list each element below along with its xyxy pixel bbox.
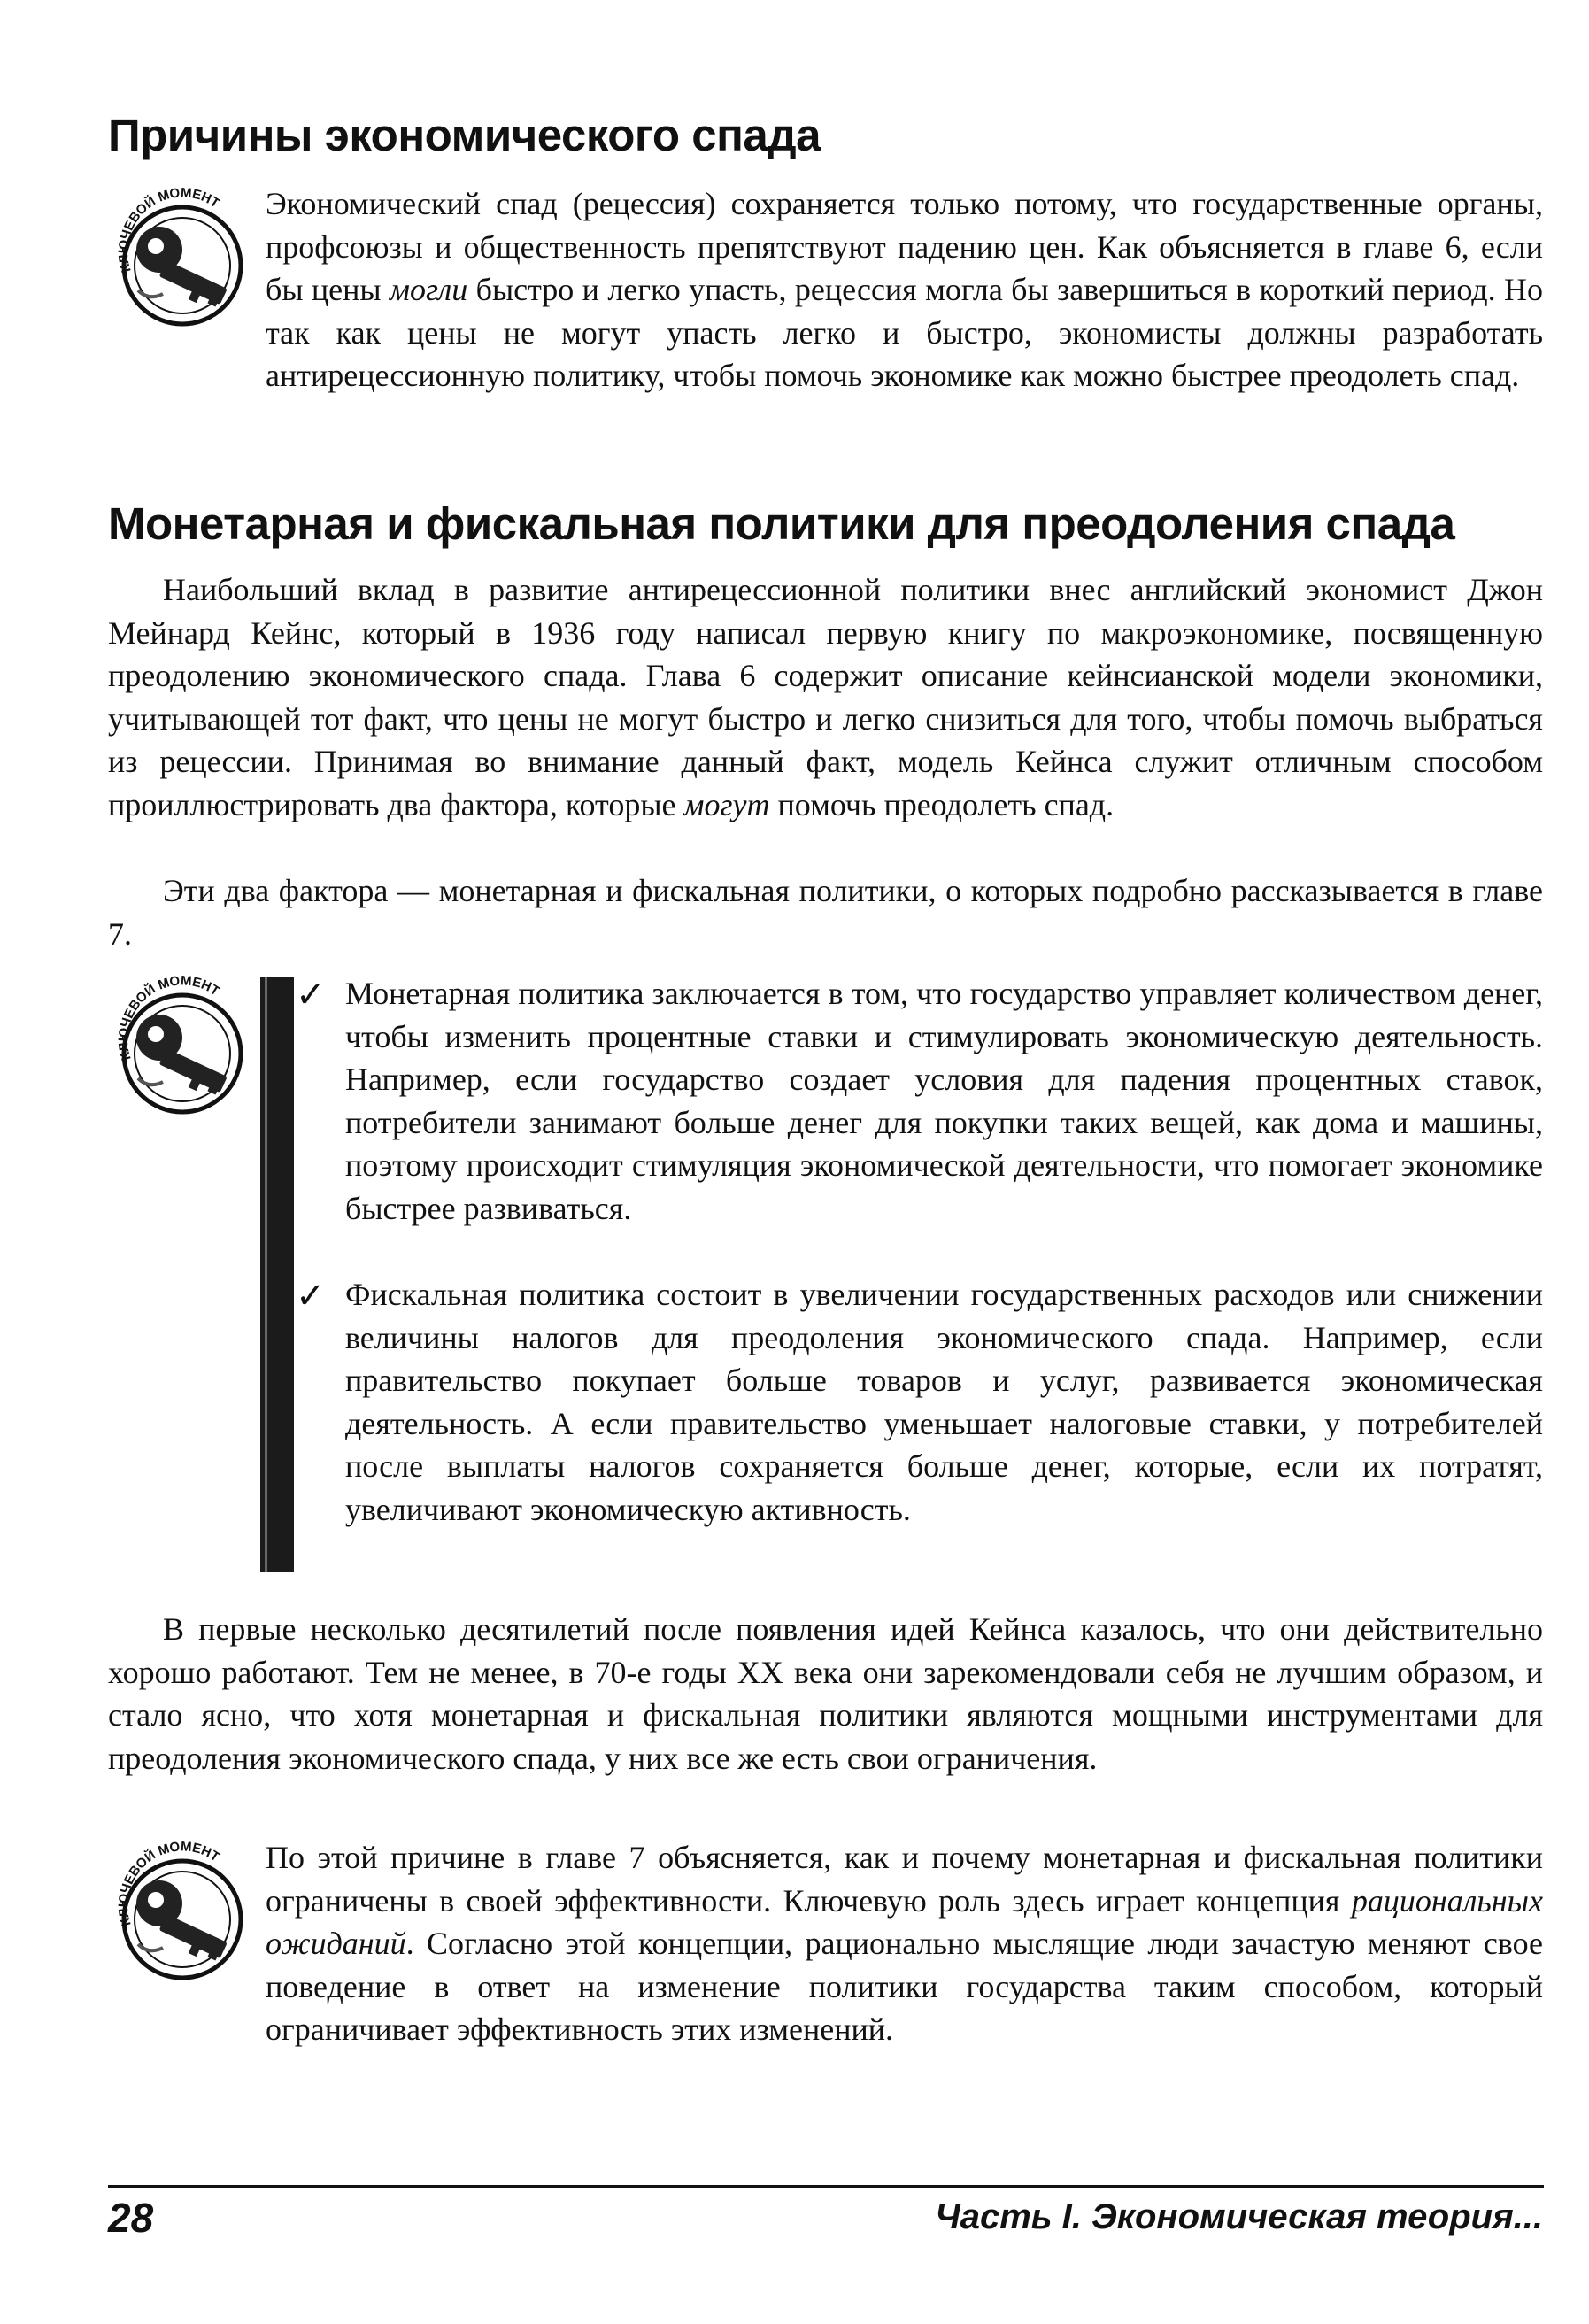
svg-text:КЛЮЧЕВОЙ МОМЕНТ: КЛЮЧЕВОЙ МОМЕНТ (115, 1839, 222, 1928)
bullet-item: Монетарная политика заключается в том, что государство управляет количеством денег, чтобы изменить процентные ставки и стимулировать экономическую деятельность. Например, если государство создает условия для падения процентных ставок, потребители занимают больше денег для покупки таких вещей, как дома и машины, поэтому происходит стимуляция экономической деятельности, что помогает экономике быстрее развиваться. (345, 976, 1543, 1226)
footer-rule (108, 2185, 1544, 2188)
key-point-text: Экономический спад (рецессия) сохраняется только потому, что государственные органы, профсоюзы и общественность препятствуют падению цен. Как объясняется в главе 6, если бы цены могли быстро и легко упасть, рецессия могла бы завершиться в короткий период. Но так как цены не могут упасть легко и быстро, экономисты должны разработать антирецессионную политику, чтобы помочь экономике как можно быстрее преодолеть спад. (266, 186, 1543, 394)
bullet-item: Фискальная политика состоит в увеличении государственных расходов или снижении величины налогов для преодоления экономического спада. Например, если правительство покупает больше товаров и услуг, развивается экономическая деятельность. А если правительство уменьшает налоговые ставки, у потребителей после выплаты налогов сохраняется больше денег, которые, если их потратят, увеличивают экономическую активность. (345, 1277, 1543, 1527)
key-point-icon (104, 1838, 260, 1994)
paragraph: Наибольший вклад в развитие антирецессионной политики внес английский экономист Джон Мейнард Кейнс, который в 1936 году написал первую книгу по макроэкономике, посвященную преодолению экономического спада. Глава 6 содержит описание кейнсианской модели экономики, учитывающей тот факт, что цены не могут быстро и легко снизиться для того, чтобы помочь выбраться из рецессии. Принимая во внимание данный факт, модель Кейнса служит отличным способом проиллюстрировать два фактора, которые могут помочь преодолеть спад. (108, 572, 1543, 822)
page-number: 28 (108, 2195, 154, 2241)
key-point-text: По этой причине в главе 7 объясняется, как и почему монетарная и фискальная политики ограничены в своей эффективности. Ключевую роль здесь играет концепция рациональных ожиданий. Согласно этой концепции, рационально мыслящие люди зачастую меняют свое поведение в ответ на изменение политики государства таким способом, который ограничивает эффективность этих изменений. (266, 1840, 1543, 2048)
section-heading: Причины экономического спада (108, 110, 821, 160)
running-footer: Часть I. Экономическая теория... (935, 2197, 1543, 2236)
key-point-icon (104, 972, 260, 1128)
key-point-icon (104, 184, 260, 340)
paragraph: Эти два фактора — монетарная и фискальная политики, о которых подробно рассказывается в главе 7. (108, 873, 1543, 952)
svg-text:КЛЮЧЕВОЙ МОМЕНТ: КЛЮЧЕВОЙ МОМЕНТ (115, 185, 222, 274)
svg-text:КЛЮЧЕВОЙ МОМЕНТ: КЛЮЧЕВОЙ МОМЕНТ (115, 973, 222, 1062)
section-heading: Монетарная и фискальная политики для преодоления спада (108, 498, 1455, 549)
paragraph: В первые несколько десятилетий после появления идей Кейнса казалось, что они действительно хорошо работают. Тем не менее, в 70-е годы XX века они зарекомендовали себя не лучшим образом, и стало ясно, что хотя монетарная и фискальная политики являются мощными инструментами для преодоления экономического спада, у них все же есть свои ограничения. (108, 1611, 1543, 1776)
checkmark-icon: ✓ (296, 1276, 326, 1316)
checkmark-icon: ✓ (296, 975, 326, 1015)
sidebar-rule (260, 977, 294, 1572)
